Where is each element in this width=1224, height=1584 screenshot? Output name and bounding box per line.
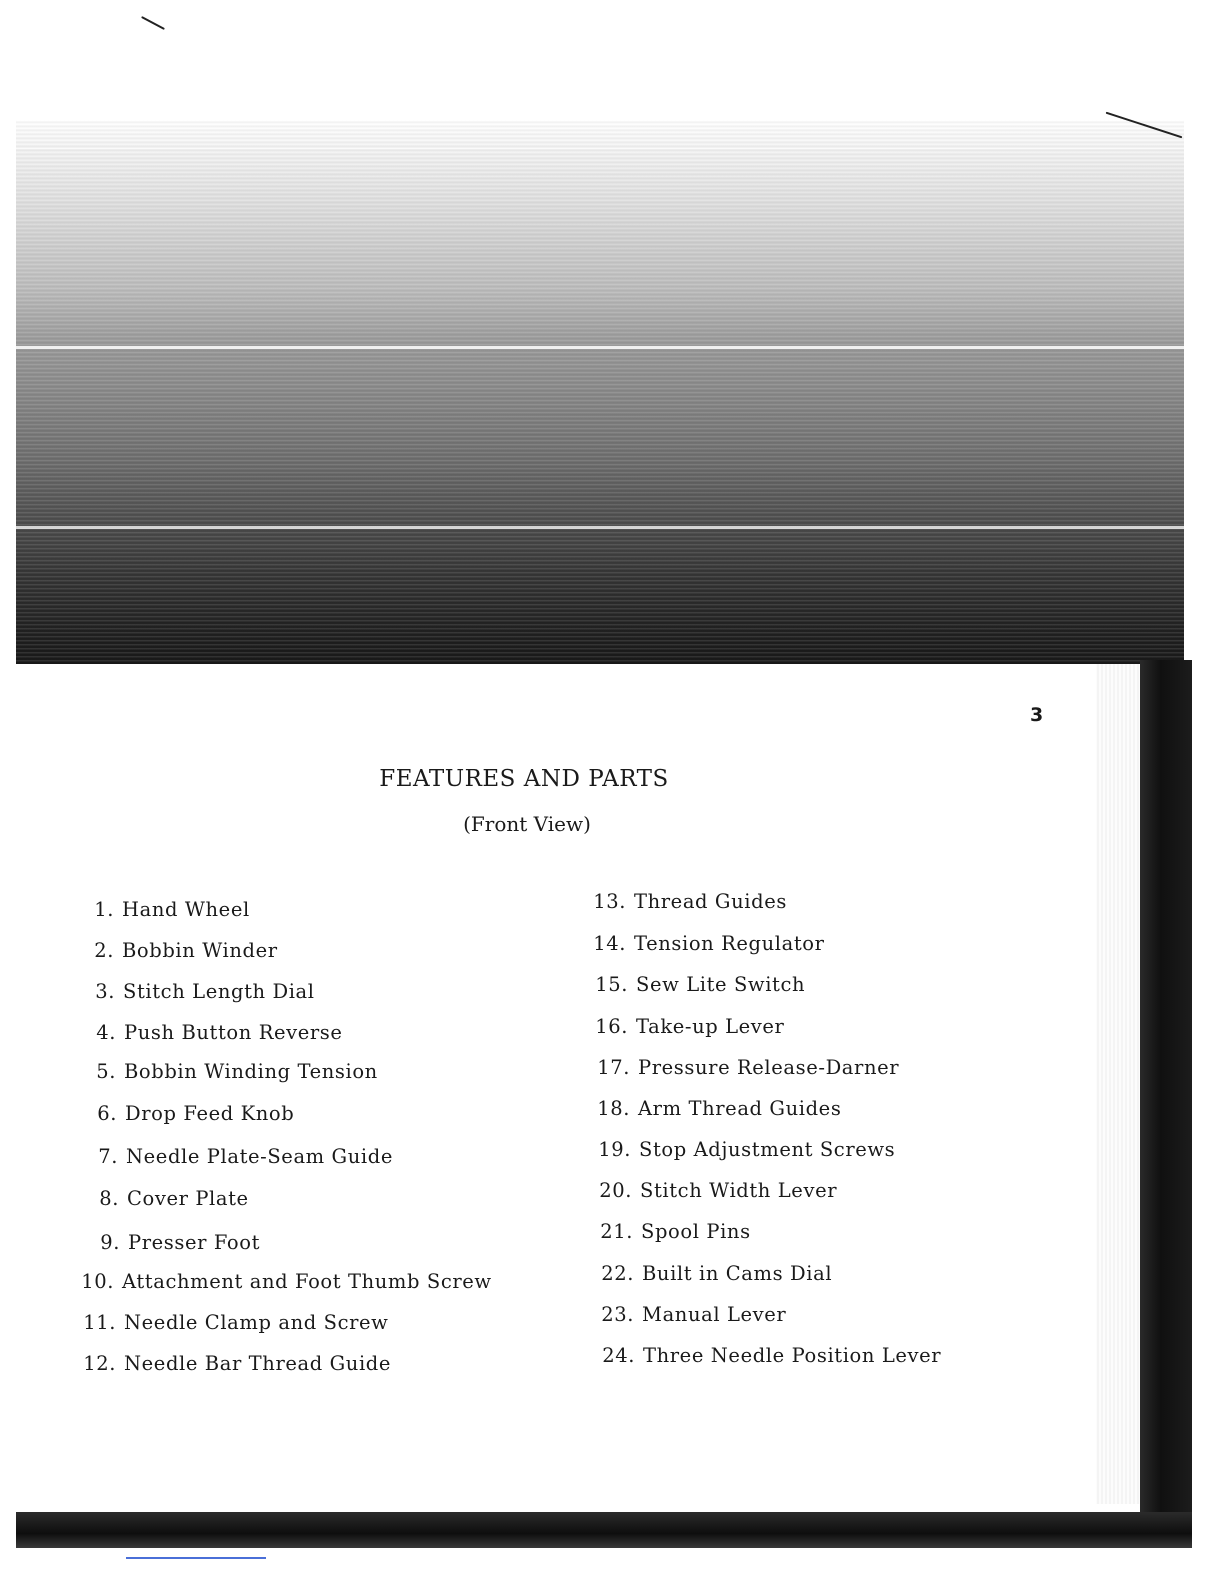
page-number: 3 [1030,704,1044,726]
list-item: 4. Push Button Reverse [96,1021,343,1044]
list-item: 23. Manual Lever [601,1303,787,1326]
list-item: 12. Needle Bar Thread Guide [83,1352,392,1375]
list-item: 8. Cover Plate [99,1187,249,1210]
scan-mark [141,16,165,30]
list-item: 22. Built in Cams Dial [601,1262,833,1285]
page-gutter [1096,664,1140,1504]
photo-streak [16,346,1184,349]
list-item: 21. Spool Pins [600,1220,751,1243]
list-item: 13. Thread Guides [593,890,787,913]
list-item: 6. Drop Feed Knob [97,1102,295,1125]
list-item: 1. Hand Wheel [94,898,250,921]
page-bottom-edge [16,1512,1192,1548]
list-item: 17. Pressure Release-Darner [597,1056,900,1079]
list-item: 14. Tension Regulator [593,932,825,955]
photo-streak [16,526,1184,529]
page-title: FEATURES AND PARTS [379,766,669,792]
page-right-edge [1140,660,1192,1530]
list-item: 9. Presser Foot [100,1231,261,1254]
list-item: 3. Stitch Length Dial [95,980,315,1003]
page-subtitle: (Front View) [463,812,591,836]
list-item: 16. Take-up Lever [595,1015,785,1038]
list-item: 11. Needle Clamp and Screw [83,1311,389,1334]
scan-underline [126,1557,266,1559]
list-item: 19. Stop Adjustment Screws [598,1138,896,1161]
list-item: 5. Bobbin Winding Tension [96,1060,378,1083]
list-item: 20. Stitch Width Lever [599,1179,838,1202]
list-item: 24. Three Needle Position Lever [602,1344,942,1367]
photo-streak [16,148,1184,149]
scanned-photo-area [16,120,1184,680]
list-item: 2. Bobbin Winder [94,939,278,962]
list-item: 10. Attachment and Foot Thumb Screw [81,1270,492,1293]
list-item: 18. Arm Thread Guides [597,1097,842,1120]
list-item: 15. Sew Lite Switch [595,973,806,996]
list-item: 7. Needle Plate-Seam Guide [98,1145,393,1168]
